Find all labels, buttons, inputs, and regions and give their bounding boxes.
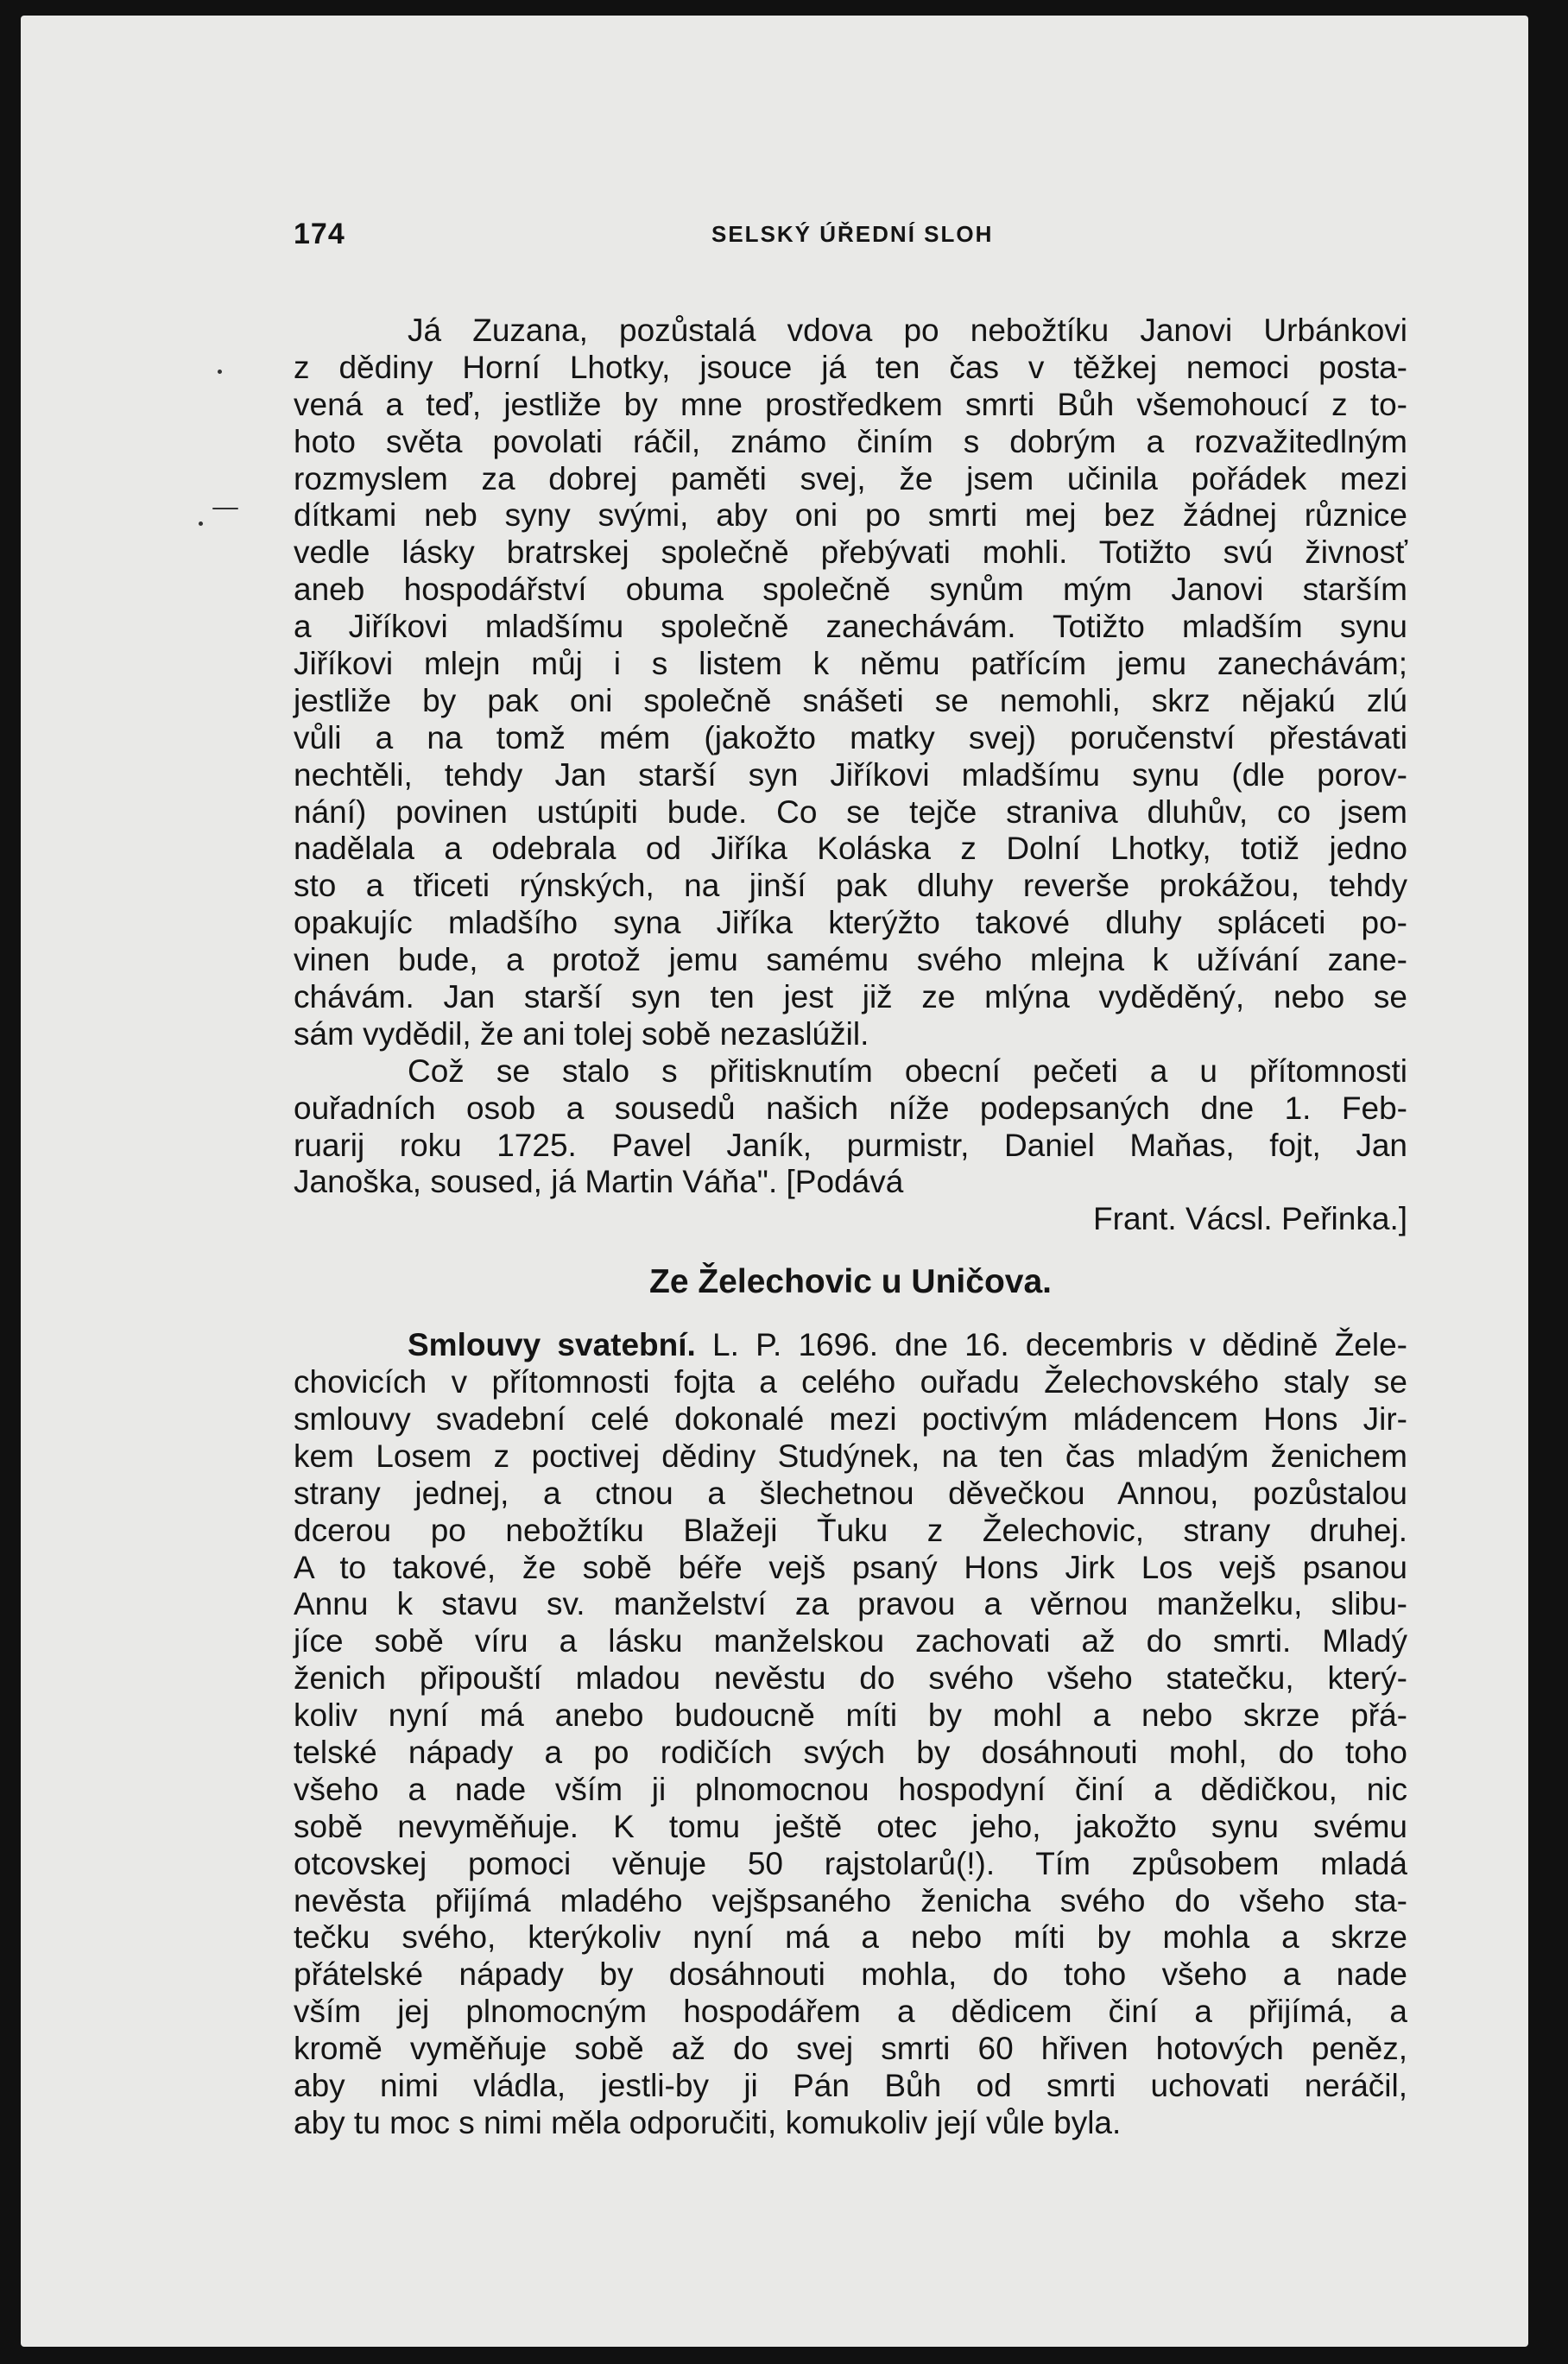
text-line: vená a teď, jestliže by mne prostředkem smrti Bůh všemohoucí z to- [294,386,1407,422]
body-text [294,313,1407,2142]
text-line: ženich připouští mladou nevěstu do svého všeho statečku, který- [294,1660,1407,1697]
closing-paragraph [294,1053,1407,1238]
text-line: ruarij roku 1725. Pavel Janík, purmistr, Daniel Maňas, fojt, Jan [294,1127,1407,1163]
text-line: vedle lásky bratrskej společně přebývati mohli. Totižto svú živnosť [294,534,1407,571]
text-line: chávám. Jan starší syn ten jest již ze mlýna vyděděný, nebo se [294,979,1407,1015]
text-line: smlouvy svadební celé dokonalé mezi poctivým mládencem Hons Jir- [294,1400,1407,1437]
text-line: opakujíc mladšího syna Jiříka kterýžto takové dluhy spláceti po- [294,905,1407,941]
text-line: aneb hospodářství obuma společně synům mým Janovi starším [294,572,1407,608]
page-number: 174 [294,218,345,250]
text-line: aby tu moc s nimi měla odporučiti, komukoliv její vůle byla. [294,2104,1122,2140]
page-header [294,218,1407,269]
text-line: jestliže by pak oni společně snášeti se nemohli, skrz nějakú zlú [294,682,1407,718]
text-line: nevěsta přijímá mladého vejšpsaného ženicha svého do všeho sta- [294,1882,1407,1918]
signature-line: Frant. Vácsl. Peřinka.] [1093,1201,1407,1237]
text-line: Janoška, soused, já Martin Váňa". [Podává [294,1164,904,1200]
text-line: tečku svého, kterýkoliv nyní má a nebo míti by mohla a skrze [294,1919,1407,1956]
text-line: rozmyslem za dobrej paměti svej, že jsem učinila pořádek mezi [294,460,1407,496]
text-line: hoto světa povolati ráčil, známo činím s dobrým a rozvažitedlným [294,423,1407,459]
text-line: a Jiříkovi mladšímu společně zanechávám. Totižto mladším synu [294,609,1407,645]
text-line: sám vydědil, že ani tolej sobě nezaslúžil. [294,1015,869,1052]
text-line: vším jej plnomocným hospodářem a dědicem činí a přijímá, a [294,1994,1407,2030]
text-line: přátelské nápady by dosáhnouti mohla, do toho všeho a nade [294,1956,1407,1993]
running-head: SELSKÝ ÚŘEDNÍ SLOH [711,221,994,247]
text-line: vůli a na tomž mém (jakožto matky svej) poručenství přestávati [294,719,1407,755]
margin-speck [212,508,238,509]
lead-bold-title: Smlouvy svatební. [408,1327,696,1363]
text-line: dcerou po nebožtíku Blažeji Ťuku z Želechovic, strany druhej. [294,1512,1407,1548]
text-line: sto a třiceti rýnských, na jinší pak dluhy reverše prokážou, tehdy [294,868,1407,904]
section-heading: Ze Želechovic u Uničova. [649,1263,1052,1301]
text-line: kromě vyměňuje sobě až do svej smrti 60 hřiven hotových peněz, [294,2031,1407,2067]
text-line: nadělala a odebrala od Jiříka Koláska z Dolní Lhotky, totiž jedno [294,831,1407,867]
text-line: kem Losem z poctivej dědiny Studýnek, na ten čas mladým ženichem [294,1438,1407,1474]
lead-line-rest: L. P. 1696. dne 16. decembris v dědině Žele- [695,1327,1407,1363]
text-line: z dědiny Horní Lhotky, jsouce já ten čas v těžkej nemoci posta- [294,349,1407,385]
text-line: nechtěli, tehdy Jan starší syn Jiříkovi mladšímu synu (dle porov- [294,756,1407,793]
text-line: vinen bude, a protož jemu samému svého mlejna k užívání zane- [294,942,1407,978]
text-line: otcovskej pomoci věnuje 50 rajstolarů(!). Tím způsobem mladá [294,1845,1407,1881]
text-line: Což se stalo s přitisknutím obecní pečeti a u přítomnosti [408,1052,1407,1089]
text-line [294,1327,1407,1364]
text-line: dítkami neb syny svými, aby oni po smrti mej bez žádnej různice [294,497,1407,534]
text-line: Annu k stavu sv. manželství za pravou a věrnou manželku, slibu- [294,1586,1407,1622]
text-line: sobě nevyměňuje. K tomu ještě otec jeho, jakožto synu svému [294,1808,1407,1844]
text-line: koliv nyní má anebo budoucně míti by mohl a nebo skrze přá- [294,1697,1407,1734]
text-line: aby nimi vládla, jestli-by ji Pán Bůh od smrti uchovati neráčil, [294,2067,1407,2103]
text-line: Já Zuzana, pozůstalá vdova po nebožtíku Janovi Urbánkovi [408,313,1407,348]
text-line: ouřadních osob a sousedů našich níže podepsaných dne 1. Feb- [294,1090,1407,1126]
text-line: Jiříkovi mlejn můj i s listem k němu patřícím jemu zanechávám; [294,646,1407,682]
text-line: strany jednej, a ctnou a šlechetnou děvečkou Annou, pozůstalou [294,1475,1407,1511]
book-page [21,16,1528,2347]
text-line: všeho a nade vším ji plnomocnou hospodyní činí a dědičkou, nic [294,1771,1407,1807]
margin-speck [218,370,222,374]
text-line: A to takové, že sobě béře vejš psaný Hons Jirk Los vejš psanou [294,1549,1407,1585]
wedding-contract-paragraph [294,1327,1407,2142]
text-line: jíce sobě víru a lásku manželskou zachovati až do smrti. Mladý [294,1623,1407,1659]
testament-paragraph [294,313,1407,1053]
text-line: chovicích v přítomnosti fojta a celého ouřadu Želechovského staly se [294,1364,1407,1400]
text-line: nání) povinen ustúpiti bude. Co se tejče straniva dluhův, co jsem [294,793,1407,830]
text-line: telské nápady a po rodičích svých by dosáhnouti mohl, do toho [294,1734,1407,1770]
margin-speck [199,521,203,526]
